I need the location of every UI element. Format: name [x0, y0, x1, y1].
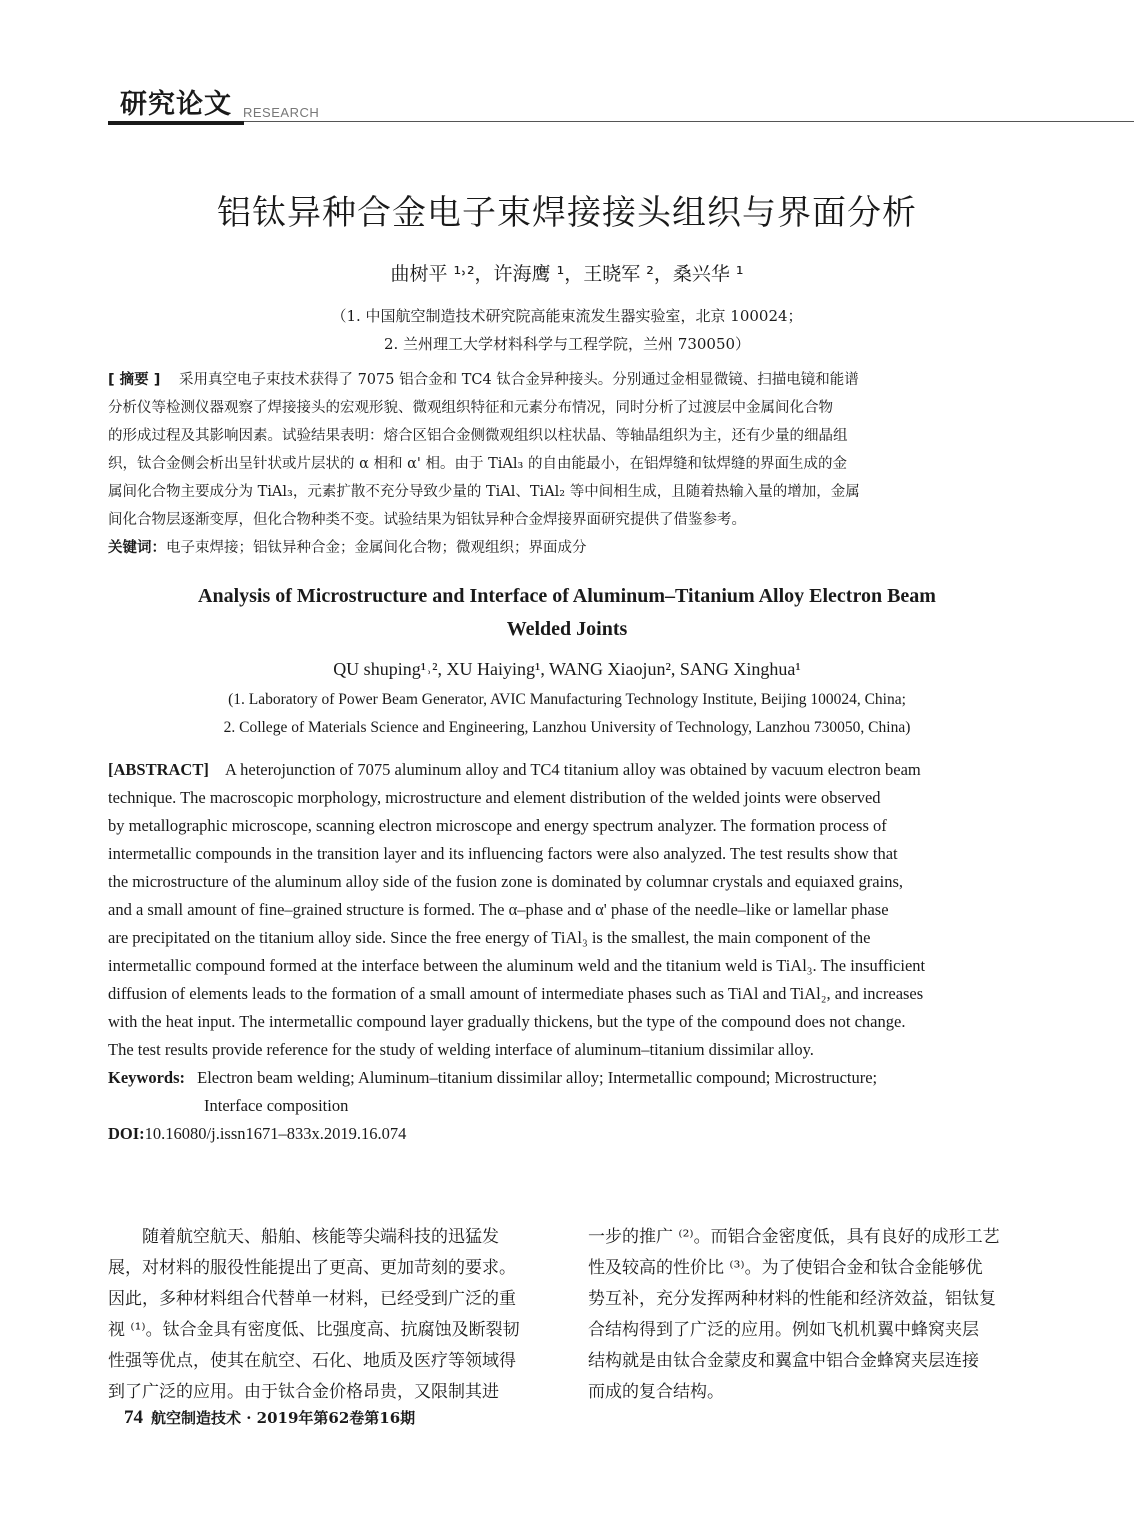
paper-title-en-line: Analysis of Microstructure and Interface of Aluminum–Titanium Alloy Electron Beam — [198, 585, 936, 607]
affiliation-en-line: 2. College of Materials Science and Engineering, Lanzhou University of Technology, Lanzhou 730050, China) — [223, 719, 911, 736]
keywords-cn-text: 电子束焊接；铝钛异种合金；金属间化合物；微观组织；界面成分 — [166, 540, 587, 556]
doi — [108, 1120, 1026, 1148]
section-label-cn: 研究论文 — [120, 89, 232, 120]
keywords-en — [108, 1064, 1026, 1092]
keywords-cn-label: 关键词： — [108, 540, 166, 556]
affiliation-en-line: (1. Laboratory of Power Beam Generator, AVIC Manufacturing Technology Institute, Beijing 100024, China; — [228, 691, 906, 708]
abstract-cn-line — [108, 366, 1026, 394]
abstract-cn-line: 织，钛合金侧会析出呈针状或片层状的 α 相和 α' 相。由于 TiAl₃ 的自由能最小，在铝焊缝和钛焊缝的界面生成的金 — [108, 456, 847, 472]
page-footer — [124, 1407, 415, 1429]
body-line: 性强等优点，使其在航空、石化、地质及医疗等领域得 — [108, 1351, 516, 1371]
body-line: 而成的复合结构。 — [588, 1382, 724, 1402]
abstract-en-line: intermetallic compounds in the transition layer and its influencing factors were also analyzed. The test results show that — [108, 844, 898, 863]
abstract-en-line: are precipitated on the titanium alloy side. Since the free energy of TiAl₃ is the smallest, the main component of the — [108, 928, 871, 947]
header-rule-thin — [244, 121, 1134, 122]
body-line: 合结构得到了广泛的应用。例如飞机机翼中蜂窝夹层 — [588, 1320, 979, 1340]
abstract-en-line: diffusion of elements leads to the formation of a small amount of intermediate phases such as TiAl and TiAl₂, and increases — [108, 984, 924, 1003]
body-line: 展，对材料的服役性能提出了更高、更加苛刻的要求。 — [108, 1258, 516, 1278]
abstract-en-line: by metallographic microscope, scanning electron microscope and energy spectrum analyzer. The formation process of — [108, 816, 887, 835]
affiliation-cn-line: 2. 兰州理工大学材料科学与工程学院，兰州 730050） — [383, 335, 751, 353]
abstract-cn-label: [ 摘要 ] — [108, 372, 161, 388]
doi-label: DOI: — [108, 1124, 145, 1143]
abstract-en-line: the microstructure of the aluminum alloy side of the fusion zone is dominated by columnar crystals and equiaxed grains, — [108, 872, 903, 891]
header-rule-thick — [108, 121, 244, 125]
paper-title-en — [0, 580, 1134, 646]
abstract-cn-line: 的形成过程及其影响因素。试验结果表明：熔合区铝合金侧微观组织以柱状晶、等轴晶组织为主，还有少量的细晶组 — [108, 428, 848, 444]
affiliation-cn-line: （1. 中国航空制造技术研究院高能束流发生器实验室，北京 100024； — [331, 307, 803, 325]
abstract-en-line: with the heat input. The intermetallic compound layer gradually thickens, but the type of the compound does not change. — [108, 1012, 906, 1031]
abstract-en-line: technique. The macroscopic morphology, microstructure and element distribution of the welded joints were observed — [108, 788, 881, 807]
journal-info: 航空制造技术 · 2019年第62卷第16期 — [151, 1409, 416, 1427]
body-line: 随着航空航天、船舶、核能等尖端科技的迅猛发 — [108, 1227, 499, 1247]
page-number: 74 — [124, 1407, 143, 1428]
keywords-en-text-cont: Interface composition — [204, 1096, 349, 1115]
abstract-en-line: intermetallic compound formed at the interface between the aluminum weld and the titanium weld is TiAl₃. The insufficient — [108, 956, 926, 975]
keywords-cn — [108, 534, 1026, 562]
abstract-en-line — [108, 756, 1026, 784]
keywords-en-label: Keywords: — [108, 1068, 185, 1087]
body-line: 视 ⁽¹⁾。钛合金具有密度低、比强度高、抗腐蚀及断裂韧 — [108, 1320, 520, 1340]
body-line: 一步的推广 ⁽²⁾。而铝合金密度低，具有良好的成形工艺 — [588, 1227, 1000, 1247]
abstract-en-line: and a small amount of fine–grained structure is formed. The α–phase and α' phase of the needle–like or lamellar phase — [108, 900, 889, 919]
body-line: 结构就是由钛合金蒙皮和翼盒中铝合金蜂窝夹层连接 — [588, 1351, 979, 1371]
abstract-en-line: The test results provide reference for the study of welding interface of aluminum–titanium dissimilar alloy. — [108, 1040, 814, 1059]
paper-title-cn: 铝钛异种合金电子束焊接接头组织与界面分析 — [217, 193, 917, 233]
paper-title-en-line: Welded Joints — [506, 618, 628, 640]
body-line: 势互补，充分发挥两种材料的性能和经济效益，铝钛复 — [588, 1289, 996, 1309]
authors-en: QU shuping¹˒², XU Haiying¹, WANG Xiaojun², SANG Xinghua¹ — [333, 659, 801, 679]
abstract-en-text: A heterojunction of 7075 aluminum alloy and TC4 titanium alloy was obtained by vacuum electron beam — [224, 760, 921, 779]
abstract-cn-line: 间化合物层逐渐变厚，但化合物种类不变。试验结果为铝钛异种合金焊接界面研究提供了借鉴参考。 — [108, 512, 746, 528]
doi-value: 10.16080/j.issn1671–833x.2019.16.074 — [144, 1124, 407, 1143]
section-label-en: RESEARCH — [243, 105, 320, 120]
abstract-en-label: [ABSTRACT] — [108, 760, 209, 779]
authors-cn: 曲树平 ¹˒²，许海鹰 ¹，王晓军 ²，桑兴华 ¹ — [390, 263, 744, 285]
abstract-cn-line: 属间化合物主要成分为 TiAl₃，元素扩散不充分导致少量的 TiAl、TiAl₂ 等中间相生成，且随着热输入量的增加，金属 — [108, 484, 860, 500]
abstract-cn-text: 采用真空电子束技术获得了 7075 铝合金和 TC4 钛合金异种接头。分别通过金相显微镜、扫描电镜和能谱 — [178, 372, 859, 388]
body-line: 因此，多种材料组合代替单一材料，已经受到广泛的重 — [108, 1289, 516, 1309]
body-column-right — [588, 1222, 1028, 1408]
body-line: 到了广泛的应用。由于钛合金价格昂贵，又限制其进 — [108, 1382, 499, 1402]
keywords-en-text: Electron beam welding; Aluminum–titanium dissimilar alloy; Intermetallic compound; Microstructure; — [197, 1068, 878, 1087]
body-line: 性及较高的性价比 ⁽³⁾。为了使铝合金和钛合金能够优 — [588, 1258, 983, 1278]
abstract-cn-line: 分析仪等检测仪器观察了焊接接头的宏观形貌、微观组织特征和元素分布情况，同时分析了过渡层中金属间化合物 — [108, 400, 833, 416]
body-column-left — [108, 1222, 548, 1408]
